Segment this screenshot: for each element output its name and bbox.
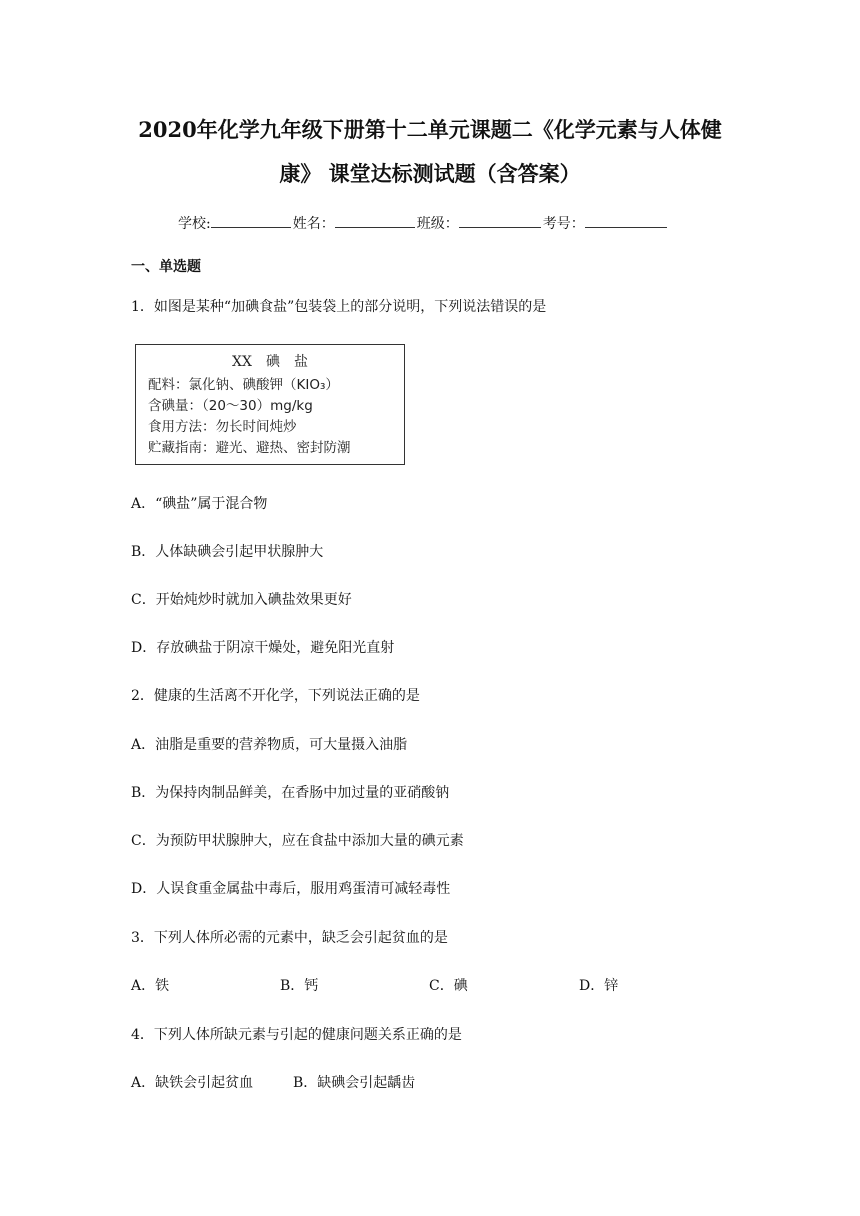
student-info-line [178,213,669,233]
question-4-option-a: A．缺铁会引起贫血 [131,1075,254,1091]
question-3-stem: 3．下列人体所必需的元素中，缺乏会引起贫血的是 [131,930,448,946]
question-2-stem: 2．健康的生活离不开化学，下列说法正确的是 [131,688,420,704]
question-1-option-a: A．“碘盐”属于混合物 [131,496,268,512]
question-2-option-d: D．人误食重金属盐中毒后，服用鸡蛋清可减轻毒性 [131,881,451,897]
question-1-option-c: C．开始炖炒时就加入碘盐效果更好 [131,592,352,608]
salt-label-storage: 贮藏指南：避光、避热、密封防潮 [148,440,351,456]
question-4-stem: 4．下列人体所缺元素与引起的健康问题关系正确的是 [131,1027,462,1043]
salt-label-title: XX 碘 盐 [232,354,308,370]
question-3-option-d: D．锌 [579,978,619,994]
class-label: 班级： [416,216,459,232]
document-title-line-1: 2020年化学九年级下册第十二单元课题二《化学元素与人体健 [138,117,722,142]
section-heading: 一、单选题 [131,259,201,275]
salt-label-figure [135,344,405,465]
question-2-option-a: A．油脂是重要的营养物质，可大量摄入油脂 [131,737,408,753]
salt-label-usage: 食用方法：勿长时间炖炒 [148,419,297,435]
document-title-line-2: 康》 课堂达标测试题（含答案） [279,161,581,186]
school-blank[interactable] [211,215,291,228]
question-4-option-b: B．缺碘会引起龋齿 [293,1075,416,1091]
question-2-option-b: B．为保持肉制品鲜美，在香肠中加过量的亚硝酸钠 [131,785,450,801]
name-label: 姓名： [292,216,335,232]
exam-no-blank[interactable] [585,215,667,228]
question-3-option-a: A．铁 [131,978,170,994]
question-2-option-c: C．为预防甲状腺肿大，应在食盐中添加大量的碘元素 [131,833,464,849]
exam-no-label: 考号： [542,216,585,232]
question-3-option-c: C．碘 [429,978,468,994]
salt-label-iodine-content: 含碘量：（20～30）mg/kg [148,398,313,414]
question-1-option-b: B．人体缺碘会引起甲状腺肿大 [131,544,324,560]
class-blank[interactable] [459,215,541,228]
salt-label-ingredients: 配料：氯化钠、碘酸钾（KIO₃） [148,377,339,393]
question-3-option-b: B．钙 [280,978,319,994]
name-blank[interactable] [335,215,415,228]
question-1-option-d: D．存放碘盐于阴凉干燥处，避免阳光直射 [131,640,395,656]
school-label: 学校: [178,216,211,232]
question-1-stem: 1．如图是某种“加碘食盐”包装袋上的部分说明，下列说法错误的是 [131,299,547,315]
